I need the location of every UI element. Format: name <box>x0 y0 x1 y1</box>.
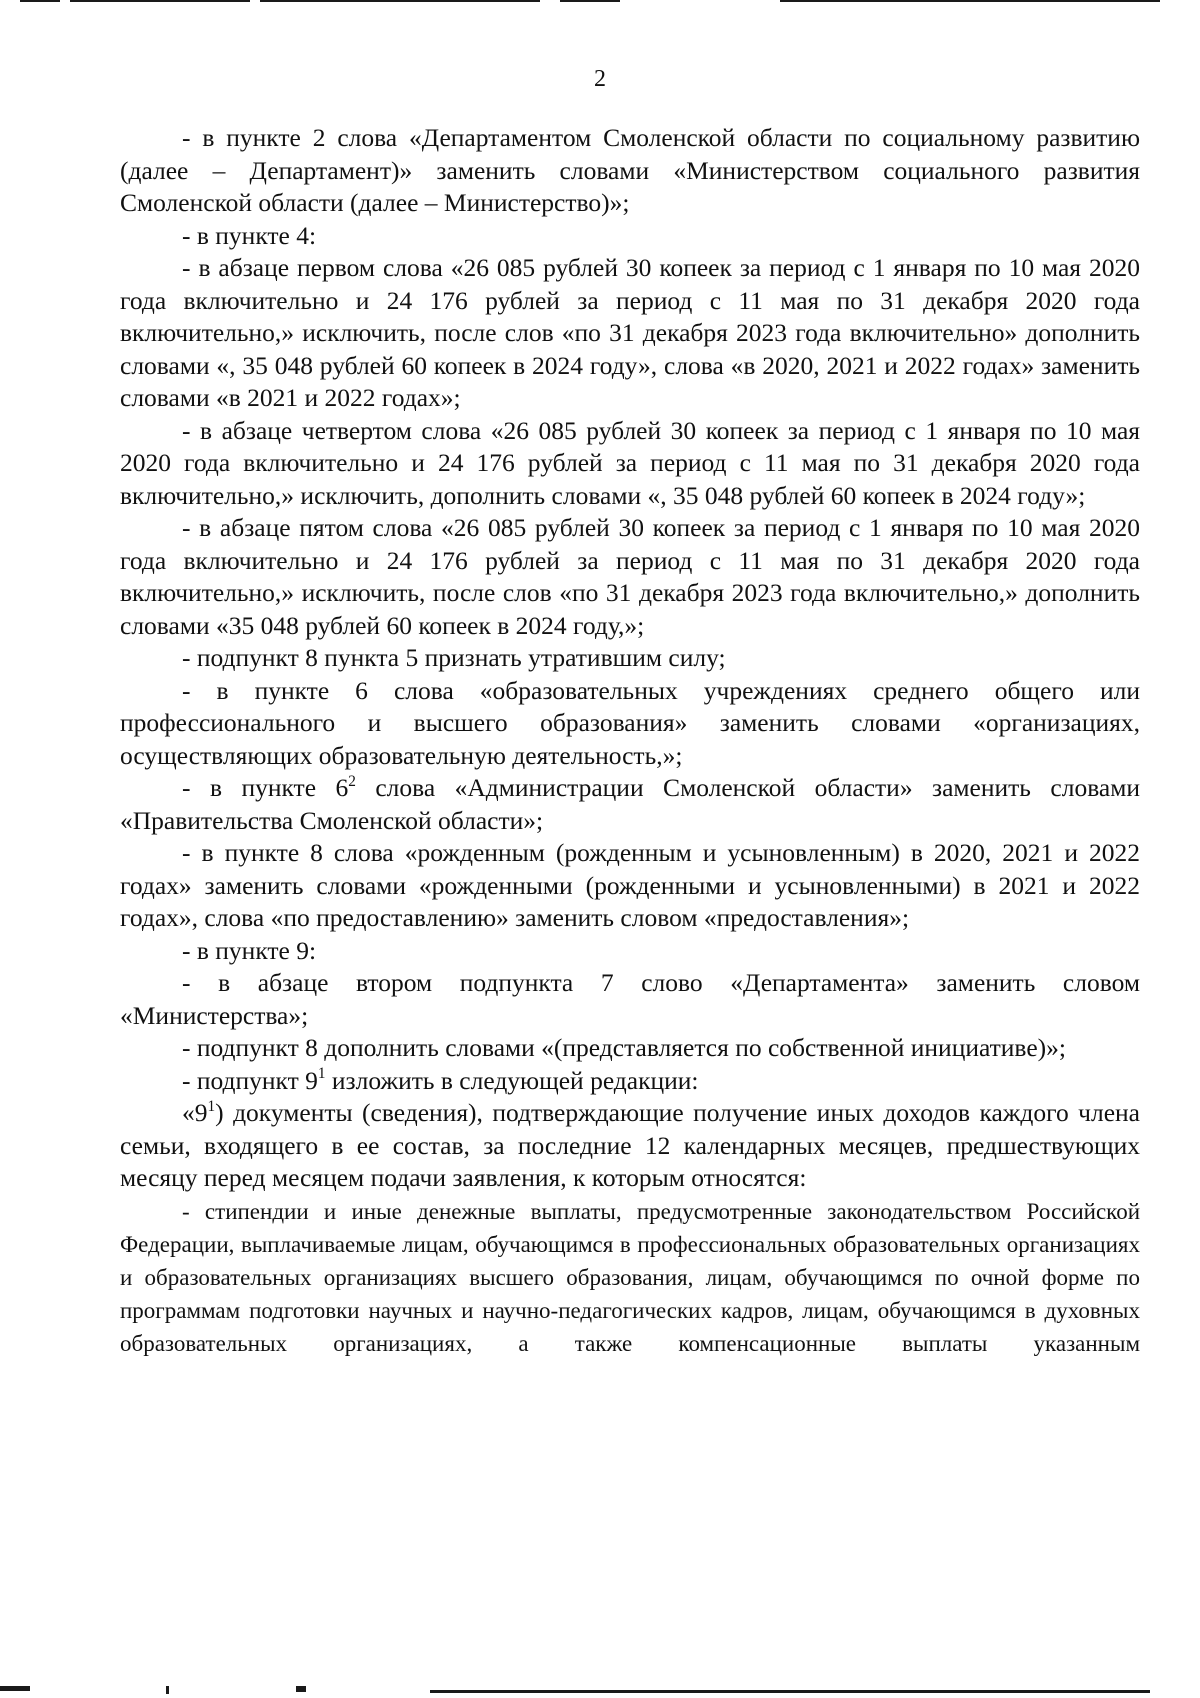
paragraph-item-9-sub-9-1 <box>120 1065 1140 1098</box>
superscript: 1 <box>317 1065 326 1083</box>
paragraph-item-4-abzac-1: - в абзаце первом слова «26 085 рублей 30 копеек за период с 1 января по 10 мая 2020 года включительно и 24 176 рублей за период с 11 мая по 31 декабря 2020 года включительно,» исключить, после слов «по 31 декабря 2023 года включительно» дополнить словами «, 35 048 рублей 60 копеек в 2024 году», слова «в 2020, 2021 и 2022 годах» заменить словами «в 2021 и 2022 годах»; <box>120 253 1140 412</box>
text-fragment: изложить в следующей редакции: <box>325 1065 699 1095</box>
text-fragment: «9 <box>182 1098 208 1127</box>
text-fragment: ) документы (сведения), подтверждающие получение иных доходов каждого члена семьи, входящего в ее состав, за последние 12 календарных месяцев, предшествующих месяцу перед месяцем подачи заявления, к которым относятся: <box>120 1098 1140 1192</box>
paragraph-item-4: - в пункте 4: <box>182 220 317 250</box>
paragraph-item-5-sub-8: - подпункт 8 пункта 5 признать утратившим силу; <box>182 643 726 672</box>
scan-artifact-top <box>260 0 540 2</box>
paragraph-item-6: - в пункте 6 слова «образовательных учреждениях среднего общего или профессионального и высшего образования» заменить словами «организациях, осуществляющих образовательную деятельность,»; <box>120 675 1140 770</box>
paragraph-item-9-sub-7: - в абзаце втором подпункта 7 слово «Департамента» заменить словом «Министерства»; <box>120 968 1140 1030</box>
paragraph-item-2: - в пункте 2 слова «Департаментом Смоленской области по социальному развитию (далее – Департамент)» заменить словами «Министерством социального развития Смоленской области (далее – Министерство)»; <box>120 123 1140 217</box>
superscript: 1 <box>207 1097 216 1115</box>
scan-artifact-bottom <box>296 1686 306 1692</box>
text-fragment: слова «Администрации Смоленской области» заменить словами «Правительства Смоленской области»; <box>120 773 1140 835</box>
paragraph-item-6-2 <box>120 772 1140 837</box>
paragraph-item-8: - в пункте 8 слова «рожденным (рожденным и усыновленным) в 2020, 2021 и 2022 годах» заменить словами «рожденными (рожденными и усыновленными) в 2021 и 2022 годах», слова «по предоставлению» заменить словом «предоставления»; <box>120 838 1140 932</box>
paragraph-item-4-abzac-5: - в абзаце пятом слова «26 085 рублей 30 копеек за период с 1 января по 10 мая 2020 года включительно и 24 176 рублей за период с 11 мая по 31 декабря 2020 года включительно,» исключить, после слов «по 31 декабря 2023 года включительно,» дополнить словами «35 048 рублей 60 копеек в 2024 году,»; <box>120 513 1140 640</box>
paragraph-item-9-sub-8: - подпункт 8 дополнить словами «(представляется по собственной инициативе)»; <box>182 1033 1066 1062</box>
page-number: 2 <box>594 66 606 92</box>
paragraph-new-9-1 <box>120 1097 1140 1195</box>
scan-artifact-bottom <box>0 1686 30 1691</box>
paragraph-item-9: - в пункте 9: <box>182 935 317 965</box>
text-fragment: - подпункт 9 <box>182 1065 318 1095</box>
paragraph-item-4-abzac-4: - в абзаце четвертом слова «26 085 рублей 30 копеек за период с 1 января по 10 мая 2020 года включительно и 24 176 рублей за период с 11 мая по 31 декабря 2020 года включительно,» исключить, дополнить словами «, 35 048 рублей 60 копеек в 2024 году»; <box>120 415 1140 510</box>
scan-artifact-top <box>780 0 1160 2</box>
document-body <box>120 122 1140 1360</box>
superscript: 2 <box>348 772 356 790</box>
scan-artifact-top <box>20 0 60 2</box>
paragraph-stipends: - стипендии и иные денежные выплаты, предусмотренные законодательством Российской Федерации, выплачиваемые лицам, обучающимся в профессиональных образовательных организациях и образовательных организациях высшего образования, лицам, обучающимся по очной форме по программам подготовки научных и научно-педагогических кадров, лицам, обучающимся в духовных образовательных организациях, а также компенсационные выплаты указанным <box>120 1198 1140 1356</box>
text-fragment: - в пункте 6 <box>182 773 349 802</box>
scan-artifact-top <box>70 0 250 2</box>
scan-artifact-bottom <box>166 1686 169 1694</box>
scan-artifact-top <box>560 0 620 2</box>
scan-artifact-bottom <box>430 1690 1150 1693</box>
